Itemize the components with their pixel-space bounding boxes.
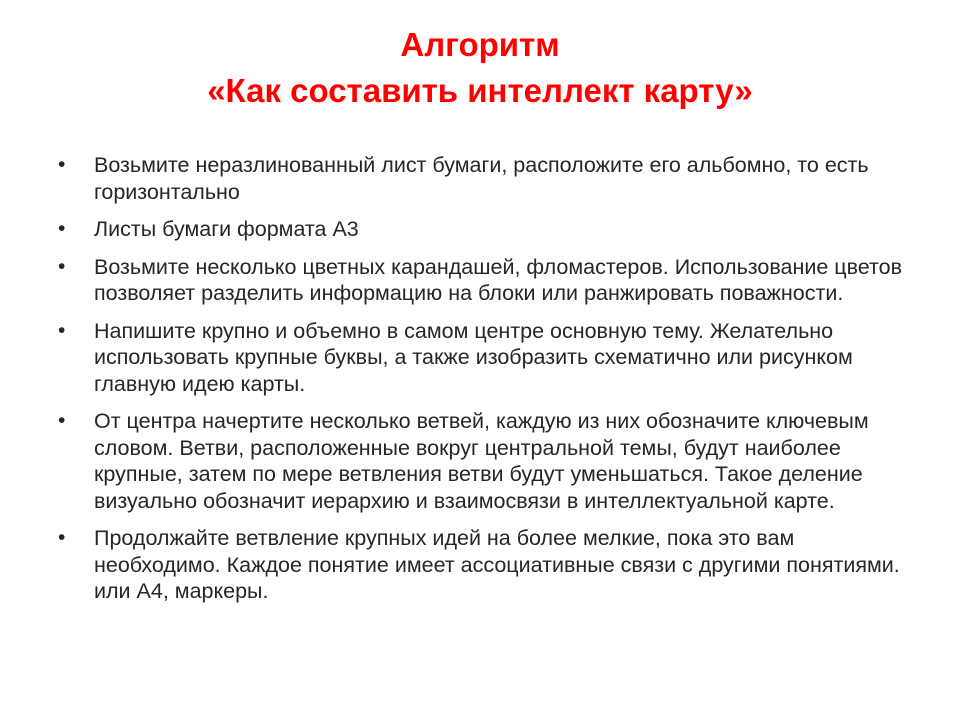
bullet-icon: • [58,318,66,342]
bullet-text: Возьмите неразлинованный лист бумаги, расположите его альбомно, то есть горизонтально [94,153,869,204]
bullet-item-3 [58,254,908,307]
bullet-item-5 [58,408,908,514]
title-line-1: Алгоритм [400,26,560,63]
bullet-item-4 [58,318,908,398]
bullet-icon: • [58,153,66,176]
slide-title [0,22,960,114]
bullet-icon: • [58,526,66,549]
bullet-item-6 [58,525,908,605]
bullet-list [58,152,908,616]
title-line-2: «Как составить интеллект карту» [207,72,753,109]
bullet-item-2 [58,216,908,243]
bullet-text: От центра начертите несколько ветвей, каждую из них обозначите ключевым словом. Ветви, расположенные вокруг центральной темы, будут наиболее крупные, затем по мере ветвления ветви будут уменьшаться. Такое деление визуально обозначит иерархию и взаимосвязи в интеллектуальной карте. [94,409,869,513]
bullet-text: Напишите крупно и объемно в самом центре основную тему. Желательно использовать крупные буквы, а также изобразить схематично или рисунком главную идею карты. [94,318,853,396]
bullet-icon: • [58,217,66,240]
bullet-text: Листы бумаги формата А3 [94,217,359,241]
bullet-text: Продолжайте ветвление крупных идей на более мелкие, пока это вам необходимо. Каждое понятие имеет ассоциативные связи с другими понятиями. или А4, маркеры. [94,526,900,603]
bullet-icon: • [58,409,66,432]
bullet-item-1 [58,152,908,205]
bullet-text: Возьмите несколько цветных карандашей, фломастеров. Использование цветов позволяет разделить информацию на блоки или ранжировать поважности. [94,254,903,305]
bullet-icon: • [58,254,66,278]
